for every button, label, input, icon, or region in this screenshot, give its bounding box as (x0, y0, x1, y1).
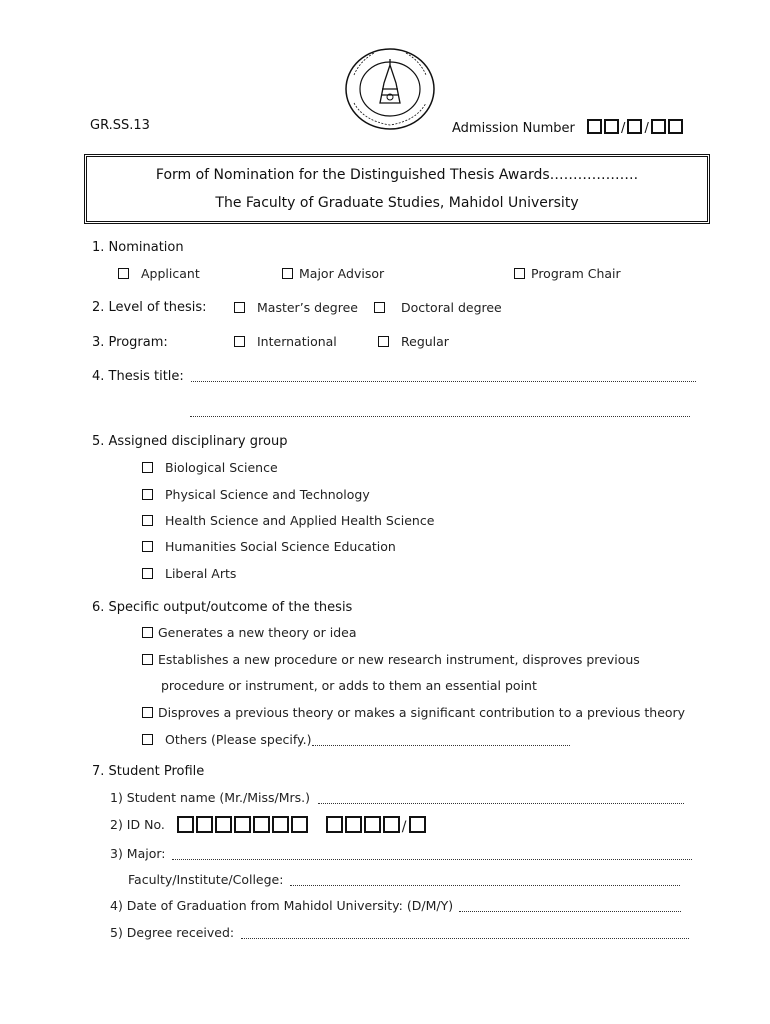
option-label: Health Science and Applied Health Science (165, 513, 435, 528)
option-label: Humanities Social Science Education (165, 539, 396, 554)
major-field[interactable] (172, 847, 692, 860)
option-health-science[interactable] (142, 513, 434, 528)
option-biological-science[interactable] (142, 460, 278, 475)
faculty-label: Faculty/Institute/College: (128, 872, 284, 887)
digit-box[interactable] (587, 119, 602, 134)
section-level-label: 2. Level of thesis: (92, 300, 207, 315)
separator: / (644, 121, 649, 136)
admission-number (452, 119, 685, 136)
student-id-row (110, 816, 428, 835)
student-name-label: 1) Student name (Mr./Miss/Mrs.) (110, 790, 311, 805)
separator: / (401, 819, 407, 835)
section-outcome-label: 6. Specific output/outcome of the thesis (92, 600, 353, 615)
checkbox[interactable] (142, 515, 153, 526)
degree-label: 5) Degree received: (110, 925, 235, 940)
digit-box[interactable] (215, 816, 232, 833)
checkbox[interactable] (118, 268, 129, 279)
digit-box[interactable] (291, 816, 308, 833)
faculty-field[interactable] (290, 873, 680, 886)
student-name-field[interactable] (318, 791, 684, 804)
id-boxes (177, 819, 428, 834)
section-program-label: 3. Program: (92, 335, 168, 350)
university-seal-logo (340, 45, 440, 133)
option-label: Regular (401, 334, 449, 349)
admission-boxes (587, 121, 685, 136)
digit-box[interactable] (651, 119, 666, 134)
student-name-row (110, 790, 684, 805)
section-discipline-label: 5. Assigned disciplinary group (92, 434, 288, 449)
degree-field[interactable] (241, 926, 689, 939)
option-label: Program Chair (531, 266, 621, 281)
option-label: Master’s degree (257, 300, 358, 315)
option-label: Liberal Arts (165, 566, 237, 581)
graduation-label: 4) Date of Graduation from Mahidol University: (D/M/Y) (110, 898, 454, 913)
section-student-label: 7. Student Profile (92, 764, 205, 779)
degree-row (110, 925, 689, 940)
option-label: Applicant (141, 266, 200, 281)
graduation-row (110, 898, 681, 913)
digit-box[interactable] (364, 816, 381, 833)
option-international[interactable] (234, 334, 337, 349)
checkbox[interactable] (142, 541, 153, 552)
option-label: Physical Science and Technology (165, 487, 370, 502)
digit-box[interactable] (345, 816, 362, 833)
faculty-row (128, 872, 680, 887)
checkbox[interactable] (378, 336, 389, 347)
option-physical-science[interactable] (142, 487, 370, 502)
digit-box[interactable] (383, 816, 400, 833)
others-specify-field[interactable] (312, 733, 570, 746)
option-label: Disproves a previous theory or makes a significant contribution to a previous theory (158, 705, 686, 720)
digit-box[interactable] (196, 816, 213, 833)
option-major-advisor[interactable] (282, 266, 384, 281)
graduation-date-field[interactable] (459, 899, 681, 912)
thesis-title-label: 4. Thesis title: (92, 369, 184, 384)
option-label: Biological Science (165, 460, 278, 475)
checkbox[interactable] (234, 336, 245, 347)
option-applicant[interactable] (118, 266, 200, 281)
option-doctoral[interactable] (374, 300, 502, 315)
digit-box[interactable] (177, 816, 194, 833)
digit-box[interactable] (253, 816, 270, 833)
option-label: International (257, 334, 337, 349)
checkbox[interactable] (142, 568, 153, 579)
checkbox[interactable] (142, 627, 153, 638)
digit-box[interactable] (604, 119, 619, 134)
option-regular[interactable] (378, 334, 449, 349)
checkbox[interactable] (234, 302, 245, 313)
option-label: Major Advisor (299, 266, 385, 281)
title-box (84, 154, 710, 224)
checkbox[interactable] (142, 734, 153, 745)
option-liberal-arts[interactable] (142, 566, 236, 581)
option-program-chair[interactable] (514, 266, 621, 281)
option-label: Establishes a new procedure or new research instrument, disproves previous (158, 652, 640, 667)
digit-box[interactable] (627, 119, 642, 134)
option-label: Generates a new theory or idea (158, 625, 357, 640)
thesis-title-field[interactable] (191, 369, 696, 382)
option-new-theory[interactable] (142, 625, 357, 640)
option-masters[interactable] (234, 300, 358, 315)
option-humanities[interactable] (142, 539, 396, 554)
student-id-label: 2) ID No. (110, 817, 165, 832)
admission-label: Admission Number (452, 121, 575, 136)
major-label: 3) Major: (110, 846, 166, 861)
option-label: Doctoral degree (401, 300, 502, 315)
section-thesis-title (92, 369, 696, 384)
digit-box[interactable] (326, 816, 343, 833)
option-new-procedure-continued: procedure or instrument, or adds to them an essential point (161, 678, 537, 693)
digit-box[interactable] (668, 119, 683, 134)
checkbox[interactable] (282, 268, 293, 279)
separator: / (621, 121, 626, 136)
form-code: GR.SS.13 (90, 118, 150, 133)
checkbox[interactable] (514, 268, 525, 279)
option-new-procedure[interactable] (142, 652, 640, 667)
checkbox[interactable] (142, 489, 153, 500)
digit-box[interactable] (409, 816, 426, 833)
checkbox[interactable] (374, 302, 385, 313)
option-others[interactable] (142, 732, 570, 747)
digit-box[interactable] (272, 816, 289, 833)
thesis-title-field-line2[interactable] (190, 404, 690, 417)
option-disproves-theory[interactable] (142, 705, 685, 720)
checkbox[interactable] (142, 707, 153, 718)
major-row (110, 846, 692, 861)
form-title: Form of Nomination for the Distinguished Thesis Awards………………. (155, 167, 639, 183)
option-label: Others (Please specify.) (165, 732, 312, 747)
checkbox[interactable] (142, 462, 153, 473)
section-nomination-label: 1. Nomination (92, 240, 184, 255)
digit-box[interactable] (234, 816, 251, 833)
faculty-title: The Faculty of Graduate Studies, Mahidol University (215, 195, 579, 211)
checkbox[interactable] (142, 654, 153, 665)
